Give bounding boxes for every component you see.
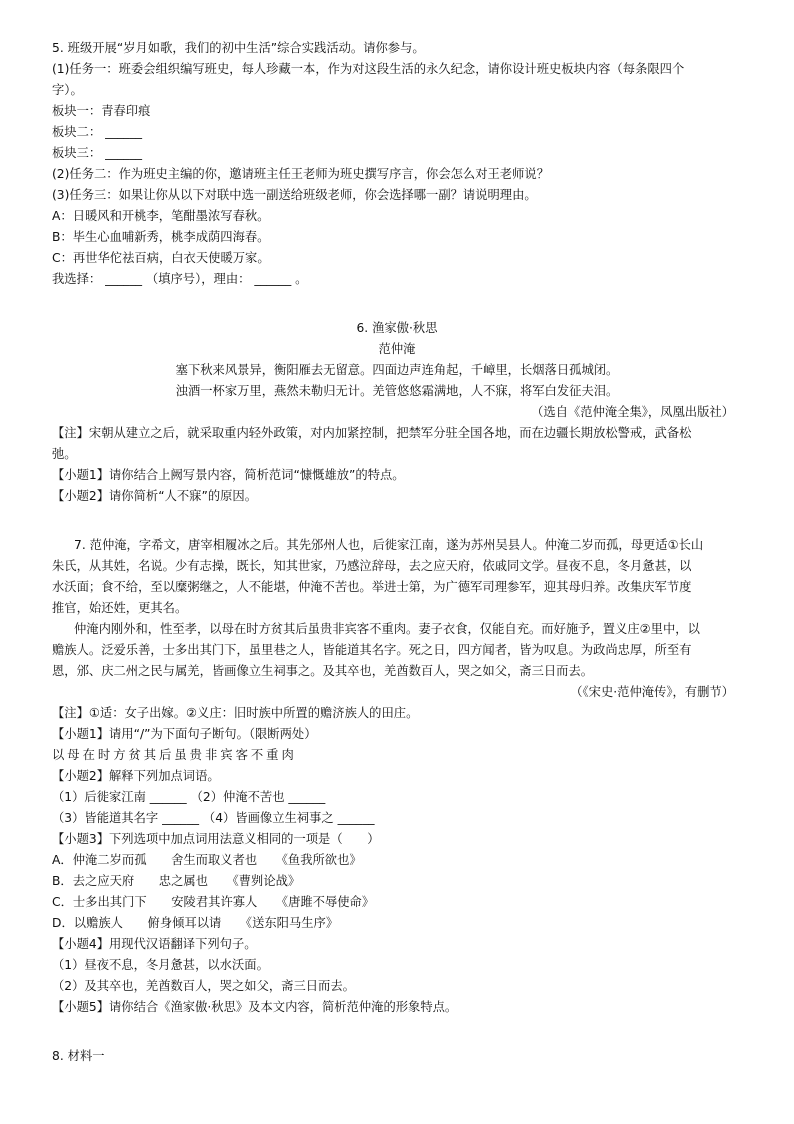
q5-task2: (2)任务二：作为班史主编的你，邀请班主任王老师为班史撰写序言，你会怎么对王老师说？ (52, 167, 549, 181)
q7-subquestion-3: 【小题3】下列选项中加点词用法意义相同的一项是（ ） (52, 832, 380, 846)
q6-note-line1: 【注】宋朝从建立之后，就采取重内轻外政策，对内加紧控制，把禁军分驻全国各地，而在边疆长期放松警戒，武备松 (52, 426, 692, 440)
q7-word-items-1: （1）后徙家江南 ______ （2）仲淹不苦也 ______ (52, 790, 326, 804)
q6-source: （选自《范仲淹全集》，凤凰出版社） (531, 405, 734, 419)
q6-verse-2: 浊酒一杯家万里，燕然未勒归无计。羌管悠悠霜满地，人不寐，将军白发征夫泪。 (175, 384, 619, 398)
q5-block1: 板块一：青春印痕 (52, 104, 151, 118)
q5-option-b: B：毕生心血哺新秀，桃李成荫四海春。 (52, 230, 270, 244)
q6-note-line2: 弛。 (52, 447, 77, 461)
q8-title: 8. 材料一 (52, 1049, 105, 1063)
q7-para1-line2: 朱氏，从其姓，名说。少有志操，既长，知其世家，乃感泣辞母，去之应天府，依戚同文学。昼夜不息，冬月惫甚，以 (52, 559, 692, 573)
q6-author: 范仲淹 (378, 342, 416, 356)
q7-para2-line1: 仲淹内刚外和，性至孝，以母在时方贫其后虽贵非宾客不重肉。妻子衣食，仅能自充。而好施予，置义庄②里中，以 (74, 622, 700, 636)
q7-option-b: B．去之应天府 忠之属也 《曹刿论战》 (52, 874, 301, 888)
q6-subquestion-2: 【小题2】请你简析“人不寐”的原因。 (52, 489, 258, 503)
q7-para1-line3: 水沃面；食不给，至以糜粥继之，人不能堪，仲淹不苦也。举进士第，为广德军司理参军，迎其母归养。改集庆军节度 (52, 580, 692, 594)
q6-title: 6. 渔家傲·秋思 (356, 321, 438, 335)
q7-para1-line1: 7. 范仲淹，字希文，唐宰相履冰之后。其先邠州人也，后徙家江南，遂为苏州吴县人。仲淹二岁而孤，母更适①长山 (74, 538, 704, 552)
q7-option-d: D．以赡族人 俯身倾耳以请 《送东阳马生序》 (52, 916, 339, 930)
q7-option-c: C．士多出其门下 安陵君其许寡人 《唐雎不辱使命》 (52, 895, 375, 909)
q7-punctuation-sentence: 以母在时方贫其后虽贵非宾客不重肉 (52, 748, 297, 762)
q7-subquestion-5: 【小题5】请你结合《渔家傲·秋思》及本文内容，简析范仲淹的形象特点。 (52, 1000, 458, 1014)
q7-subquestion-4: 【小题4】用现代汉语翻译下列句子。 (52, 937, 257, 951)
q7-translate-2: （2）及其卒也，羌酋数百人，哭之如父，斋三日而去。 (52, 979, 355, 993)
q7-subquestion-2: 【小题2】解释下列加点词语。 (52, 769, 220, 783)
q5-block3: 板块三： ______ (52, 146, 142, 160)
q7-option-a: A．仲淹二岁而孤 舍生而取义者也 《鱼我所欲也》 (52, 853, 362, 867)
q5-task1-line2: 字）。 (52, 83, 83, 97)
q6-verse-1: 塞下秋来风景异，衡阳雁去无留意。四面边声连角起，千嶂里，长烟落日孤城闭。 (175, 363, 619, 377)
q5-block2: 板块二： ______ (52, 125, 142, 139)
q7-word-items-2: （3）皆能道其名字 ______ （4）皆画像立生祠事之 ______ (52, 811, 375, 825)
q5-task3: (3)任务三：如果让你从以下对联中选一副送给班级老师，你会选择哪一副？请说明理由。 (52, 188, 537, 202)
q5-option-c: C：再世华佗祛百病，白衣天使暖万家。 (52, 251, 270, 265)
q7-para2-line3: 恩，邠、庆二州之民与属羌，皆画像立生祠事之。及其卒也，羌酋数百人，哭之如父，斋三日而去。 (52, 664, 594, 678)
q5-title: 5. 班级开展“岁月如歌，我们的初中生活”综合实践活动。请你参与。 (52, 41, 425, 55)
q6-subquestion-1: 【小题1】请你结合上阙写景内容，简析范词“慷慨雄放”的特点。 (52, 468, 405, 482)
q5-task1-line1: (1)任务一：班委会组织编写班史，每人珍藏一本，作为对这段生活的永久纪念，请你设计班史板块内容（每条限四个 (52, 62, 685, 76)
q7-note: 【注】①适：女子出嫁。②义庄：旧时族中所置的赡济族人的田庄。 (52, 706, 419, 720)
q5-choose: 我选择： ______ （填序号），理由： ______ 。 (52, 272, 308, 286)
q7-subquestion-1: 【小题1】请用“/”为下面句子断句。（限断两处） (52, 727, 317, 741)
q7-para2-line2: 赡族人。泛爱乐善，士多出其门下，虽里巷之人，皆能道其名字。死之日，四方闻者，皆为叹息。为政尚忠厚，所至有 (52, 643, 692, 657)
q7-source: （《宋史·范仲淹传》，有删节） (570, 685, 734, 699)
q7-translate-1: （1）昼夜不息，冬月惫甚，以水沃面。 (52, 958, 269, 972)
q5-option-a: A：日暖风和开桃李，笔酣墨浓写春秋。 (52, 209, 270, 223)
q7-para1-line4: 推官，始还姓，更其名。 (52, 601, 188, 615)
